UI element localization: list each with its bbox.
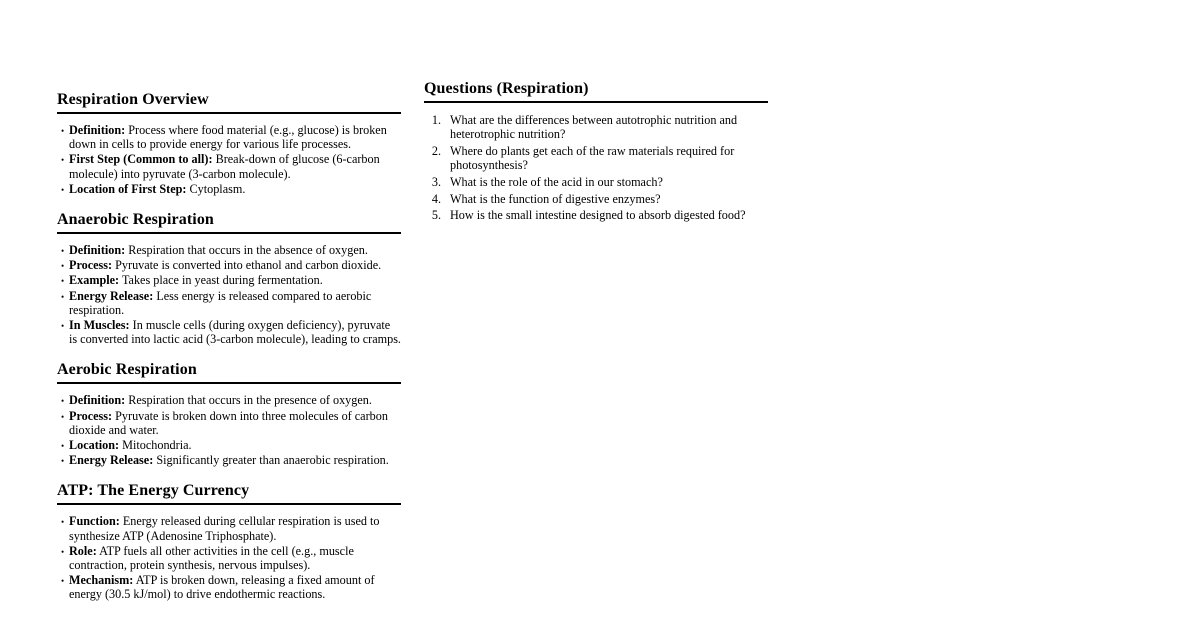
- question-item: [424, 175, 768, 189]
- question-text: What is the function of digestive enzymes?: [450, 191, 661, 206]
- question-text: How is the small intestine designed to absorb digested food?: [450, 208, 746, 223]
- item-label: Role:: [69, 543, 97, 558]
- list-item: [57, 273, 401, 287]
- list-item: [57, 258, 401, 272]
- question-text: What are the differences between autotrophic nutrition and heterotrophic nutrition?: [450, 113, 738, 142]
- question-number: 2.: [431, 143, 441, 158]
- item-text: Respiration that occurs in the presence of oxygen.: [128, 393, 372, 408]
- bullet-list: [57, 514, 401, 601]
- question-item: [424, 192, 768, 206]
- item-text: Cytoplasm.: [189, 181, 246, 196]
- list-item: [57, 243, 401, 257]
- list-item: [57, 318, 401, 346]
- item-label: Definition:: [69, 243, 126, 258]
- item-text: Process where food material (e.g., glucose) is broken down in cells to provide energy for various life processes.: [69, 123, 387, 152]
- item-label: Example:: [69, 273, 120, 288]
- item-label: Process:: [69, 258, 113, 273]
- item-label: Definition:: [69, 123, 126, 137]
- section-title: Anaerobic Respiration: [57, 210, 401, 234]
- section-respiration-overview: [57, 90, 401, 196]
- section-title: ATP: The Energy Currency: [57, 481, 401, 505]
- question-number: 3.: [431, 174, 441, 189]
- list-item: [57, 152, 401, 180]
- item-label: First Step (Common to all):: [69, 152, 213, 167]
- list-item: [57, 544, 401, 572]
- question-list: [424, 113, 768, 222]
- item-label: Energy Release:: [69, 453, 154, 468]
- question-item: [424, 144, 768, 172]
- question-number: 1.: [431, 113, 441, 127]
- list-item: [57, 573, 401, 601]
- item-text: ATP fuels all other activities in the cell (e.g., muscle contraction, protein synthesis, nervous impulses).: [69, 543, 354, 573]
- section-anaerobic-respiration: [57, 210, 401, 346]
- item-text: Mitochondria.: [122, 438, 192, 453]
- item-text: Pyruvate is broken down into three molecules of carbon dioxide and water.: [69, 408, 388, 437]
- section-atp-energy-currency: [57, 481, 401, 601]
- question-item: [424, 208, 768, 222]
- item-label: Definition:: [69, 393, 126, 408]
- list-item: [57, 123, 401, 151]
- section-questions-respiration: [424, 79, 768, 222]
- item-text: Break-down of glucose (6-carbon molecule) into pyruvate (3-carbon molecule).: [69, 152, 380, 181]
- section-aerobic-respiration: [57, 360, 401, 467]
- question-number: 5.: [431, 208, 441, 223]
- list-item: [57, 182, 401, 196]
- list-item: [57, 438, 401, 452]
- right-column: [424, 79, 768, 225]
- item-text: Pyruvate is converted into ethanol and carbon dioxide.: [115, 258, 382, 273]
- item-label: Location:: [69, 438, 120, 453]
- bullet-list: [57, 243, 401, 346]
- item-text: Less energy is released compared to aerobic respiration.: [69, 288, 372, 317]
- item-label: Function:: [69, 514, 120, 529]
- item-text: In muscle cells (during oxygen deficiency), pyruvate is converted into lactic acid (3-carbon molecule), leading to cramps.: [69, 318, 401, 347]
- item-text: ATP is broken down, releasing a fixed amount of energy (30.5 kJ/mol) to drive endothermic reactions.: [69, 573, 375, 602]
- left-column: [57, 90, 401, 603]
- list-item: [57, 514, 401, 542]
- list-item: [57, 409, 401, 437]
- item-text: Respiration that occurs in the absence of oxygen.: [128, 243, 368, 258]
- list-item: [57, 453, 401, 467]
- item-text: Energy released during cellular respiration is used to synthesize ATP (Adenosine Triphosphate).: [69, 514, 380, 543]
- bullet-list: [57, 393, 401, 467]
- question-text: What is the role of the acid in our stomach?: [450, 174, 663, 189]
- question-item: [424, 113, 768, 141]
- item-label: Energy Release:: [69, 288, 154, 303]
- item-text: Takes place in yeast during fermentation.: [121, 273, 323, 288]
- section-title: Aerobic Respiration: [57, 360, 401, 384]
- item-label: Process:: [69, 408, 113, 423]
- item-text: Significantly greater than anaerobic respiration.: [156, 453, 389, 468]
- item-label: Mechanism:: [69, 573, 134, 588]
- question-text: Where do plants get each of the raw materials required for photosynthesis?: [450, 143, 735, 173]
- bullet-list: [57, 123, 401, 196]
- section-title: Respiration Overview: [57, 90, 401, 114]
- list-item: [57, 289, 401, 317]
- item-label: In Muscles:: [69, 318, 130, 333]
- section-title: Questions (Respiration): [424, 79, 768, 103]
- question-number: 4.: [431, 191, 441, 206]
- item-label: Location of First Step:: [69, 181, 187, 196]
- list-item: [57, 393, 401, 407]
